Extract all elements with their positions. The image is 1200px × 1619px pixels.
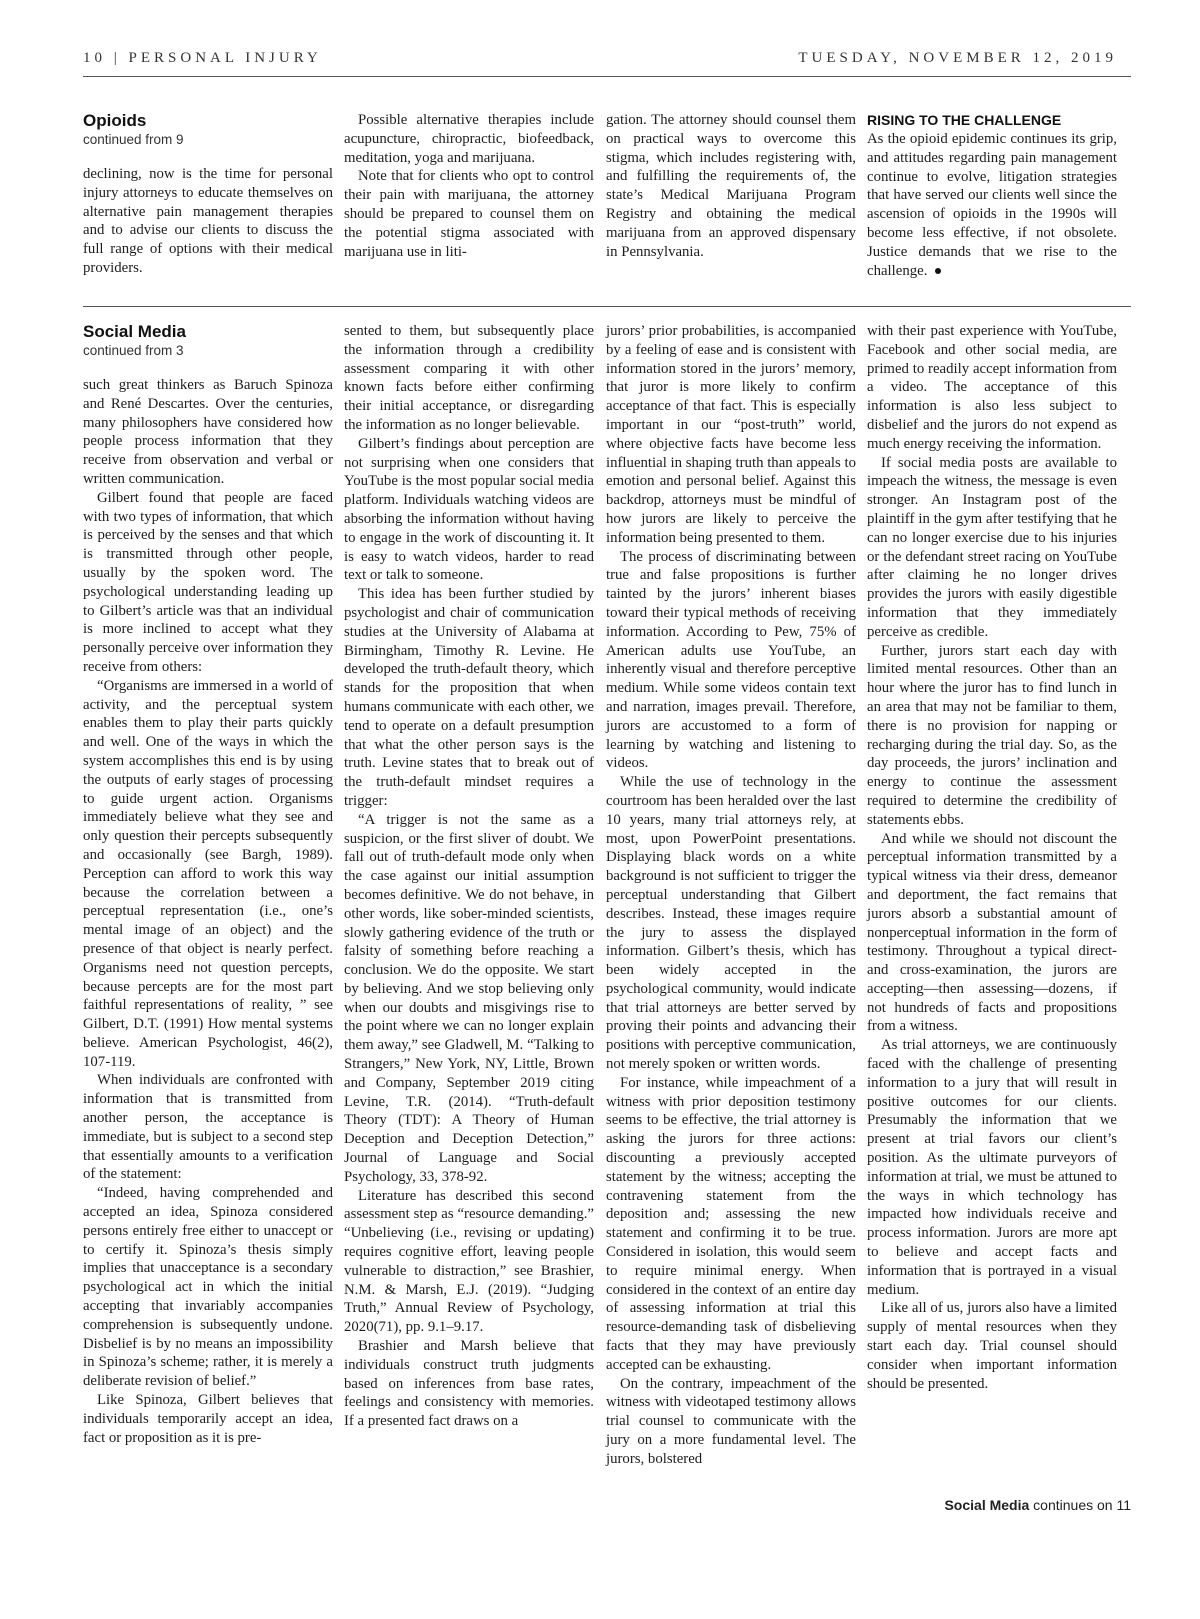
paragraph: with their past experience with YouTube, Facebook and other social media, are primed to readily accept information from a video. The acceptance of this information is also less subject to disbelief and the jurors do not expend as much energy receiving the information. — [867, 323, 1117, 452]
paragraph: Gilbert found that people are faced with two types of information, that which is perceived by the senses and that which is transmitted through other people, usually by the spoken word. The psychological understanding leading up to Gilbert’s article was that an individual is more inclined to accept what they personally perceive over information they receive from others: — [83, 489, 333, 675]
paragraph — [867, 130, 1117, 280]
paragraph: Possible alternative therapies include acupuncture, chiropractic, biofeedback, meditation, yoga and marijuana. — [344, 112, 594, 166]
social-column-1 — [83, 322, 333, 1447]
paragraph: gation. The attorney should counsel them on practical ways to overcome this stigma, which includes registering with, and fulfilling the requirements of, the state’s Medical Marijuana Program Registry and obtaining the medical marijuana from an approved dispensary in Pennsylvania. — [606, 112, 856, 260]
paragraph: While the use of technology in the courtroom has been heralded over the last 10 years, many trial attorneys rely, at most, upon PowerPoint presentations. Displaying black words on a white background is not sufficient to trigger the perceptual understanding that Gilbert describes. Instead, these images require the jury to assess the displayed information. Gilbert’s thesis, which has been widely accepted in the psychological community, would indicate that trial attorneys are better served by proving their points and advancing their positions with perceptive communication, not merely spoken or written words. — [606, 774, 856, 1073]
section-subhead: RISING TO THE CHALLENGE — [867, 112, 1062, 128]
paragraph: declining, now is the time for personal injury attorneys to educate themselves on alternative pain management therapies and to advise our clients to discuss the full range of options with their medical providers. — [83, 166, 333, 276]
paragraph: Further, jurors start each day with limited mental resources. Other than an hour where the juror has to find lunch in an area that may not be familiar to them, there is no provision for napping or recharging during the trial day. So, as the day proceeds, the jurors’ inclination and energy to continue the assessment required to determine the credibility of statements ebbs. — [867, 642, 1117, 828]
paragraph-text: As the opioid epidemic continues its grip, and attitudes regarding pain management continue to evolve, litigation strategies that have served our clients well since the ascension of opioids in the 1990s will become less effective, if not obsolete. Justice demands that we rise to the challenge. — [867, 131, 1117, 279]
jump-line-destination: continues on 11 — [1033, 1497, 1131, 1513]
social-column-4 — [867, 322, 1117, 1393]
paragraph: sented to them, but subsequently place the information through a credibility assessment comparing it with other known facts before either confirming their initial acceptance, or disregarding the information as no longer believable. — [344, 323, 594, 433]
opioids-column-2 — [344, 111, 594, 261]
opioids-continued-from: continued from 9 — [83, 132, 184, 147]
opioids-title: Opioids — [83, 111, 147, 130]
paragraph: such great thinkers as Baruch Spinoza and René Descartes. Over the centuries, many philosophers have considered how people process information that they receive from observation and verbal or written communication. — [83, 377, 333, 487]
paragraph: The process of discriminating between true and false propositions is further tainted by the jurors’ inherent biases toward their typical methods of receiving information. According to Pew, 75% of American adults use YouTube, an inherently visual and therefore perceptive medium. While some videos contain text and narration, images prevail. Therefore, jurors are accustomed to a form of learning by watching and listening to videos. — [606, 548, 856, 772]
paragraph: “A trigger is not the same as a suspicion, or the first sliver of doubt. We fall out of truth-default mode only when the case against our initial assumption becomes definitive. We do not behave, in other words, like sober-minded scientists, slowly gathering evidence of the truth or falsity of something before reaching a conclusion. We do the opposite. We start by believing. And we stop believing only when our doubts and misgivings rise to the point where we can no longer explain them away,” see Gladwell, M. “Talking to Strangers,” New York, NY, Little, Brown and Company, September 2019 citing Levine, T.R. (2014). “Truth-default Theory (TDT): A Theory of Human Deception and Deception Detection,” Journal of Language and Social Psychology, 33, 378-92. — [344, 811, 594, 1185]
running-head — [83, 50, 1117, 72]
opioids-column-4 — [867, 111, 1117, 280]
paragraph: Like Spinoza, Gilbert believes that individuals temporarily accept an idea, fact or proposition as it is pre- — [83, 1392, 333, 1446]
paragraph: On the contrary, impeachment of the witness with videotaped testimony allows trial counsel to communicate with the jury on a more fundamental level. The jurors, bolstered — [606, 1375, 856, 1467]
paragraph: jurors’ prior probabilities, is accompanied by a feeling of ease and is consistent with information stored in the jurors’ memory, that juror is more likely to confirm acceptance of that fact. This is especially important in our “post-truth” world, where objective facts have become less influential in shaping truth than appeals to emotion and personal belief. Against this backdrop, attorneys must be mindful of how jurors are likely to perceive the information being presented to them. — [606, 323, 856, 546]
paragraph: Note that for clients who opt to control their pain with marijuana, the attorney should be prepared to counsel them on the potential stigma associated with marijuana use in liti- — [344, 168, 594, 260]
paragraph: As trial attorneys, we are continuously faced with the challenge of presenting information to a jury that will result in positive outcomes for our clients. Presumably the information that we present at trial favors our client’s position. As the ultimate purveyors of information at trial, we must be attuned to the ways in which technology has impacted how individuals receive and process information. Jurors are more apt to believe and accept facts and information that is portrayed in a visual medium. — [867, 1037, 1117, 1298]
paragraph: Gilbert’s findings about perception are not surprising when one considers that YouTube is the most popular social media platform. Individuals watching videos are absorbing the information without having to engage in the work of discounting it. It is easy to watch videos, harder to read text or talk to someone. — [344, 435, 594, 584]
paragraph: If social media posts are available to impeach the witness, the message is even stronger. An Instagram post of the plaintiff in the gym after testifying that he can no longer exercise due to his injuries or the defendant street racing on YouTube after claiming he no longer drives provides the jurors with easily digestible information that they immediately perceive as credible. — [867, 454, 1117, 640]
section-divider-rule — [83, 306, 1131, 307]
jump-line — [944, 1497, 1131, 1513]
paragraph: For instance, while impeachment of a witness with prior deposition testimony seems to be effective, the trial attorney is asking the jurors for three actions: discounting a previously accepted statement by the witness; accepting the contravening statement from the deposition and; assessing the new statement and confirming it to be true. Considered in isolation, this would seem to require minimal energy. When considered in the context of an entire day of assessing information at trial this resource-demanding task of disbelieving facts that they may have previously accepted can be exhausting. — [606, 1074, 856, 1373]
paragraph: “Organisms are immersed in a world of activity, and the perceptual system enables them to play their parts quickly and well. One of the ways in which the system accomplishes this end is by using the outputs of early stages of processing to guide urgent action. Organisms immediately believe what they see and only question their percepts subsequently and occasionally (see Bargh, 1989). Perception can afford to work this way because the correlation between a perceptual representation (i.e., one’s mental image of an object) and the presence of that object is nearly perfect. Organisms need not question percepts, because percepts are for the most part faithful representations of reality, ” see Gilbert, D.T. (1991) How mental systems believe. American Psychologist, 46(2), 107-119. — [83, 677, 333, 1070]
section-folio: 10 | PERSONAL INJURY — [83, 50, 322, 66]
issue-date: TUESDAY, NOVEMBER 12, 2019 — [798, 50, 1117, 66]
paragraph: This idea has been further studied by psychologist and chair of communication studies at the University of Alabama at Birmingham, Timothy R. Levine. He developed the truth-default theory, which stands for the proposition that when humans communicate with each other, we tend to operate on a default presumption that what the other person says is the truth. Levine states that to break out of the truth-default mindset requires a trigger: — [344, 586, 594, 809]
paragraph: “Indeed, having comprehended and accepted an idea, Spinoza considered persons entirely free either to unaccept or to certify it. Spinoza’s thesis simply implies that unacceptance is a secondary psychological act in which the initial accepting that invariably accompanies comprehension is subsequently undone. Disbelief is by no means an impossibility in Spinoza’s scheme; rather, it is merely a deliberate revision of belief.” — [83, 1185, 333, 1390]
end-of-story-bullet-icon — [935, 268, 941, 274]
paragraph: Brashier and Marsh believe that individuals construct truth judgments based on inferences from base rates, feelings and consistency with memories. If a presented fact draws on a — [344, 1338, 594, 1430]
paragraph: And while we should not discount the perceptual information transmitted by a typical witness via their dress, demeanor and deportment, the fact remains that jurors absorb a substantial amount of nonperceptual information in the form of testimony. Throughout a typical direct- and cross-examination, the jurors are accepting—then assessing—dozens, if not hundreds of facts and propositions from a witness. — [867, 830, 1117, 1035]
social-media-continued-from: continued from 3 — [83, 343, 184, 358]
paragraph: Literature has described this second assessment step as “resource demanding.” “Unbelieving (i.e., revising or updating) requires cognitive effort, leaving people vulnerable to distraction,” see Brashier, N.M. & Marsh, E.J. (2019). “Judging Truth,” Annual Review of Psychology, 2020(71), pp. 9.1–9.17. — [344, 1187, 594, 1336]
paragraph: When individuals are confronted with information that is transmitted from another person, the acceptance is immediate, but is subject to a second step that essentially amounts to a verification of the statement: — [83, 1072, 333, 1183]
paragraph: Like all of us, jurors also have a limited supply of mental resources when they start each day. Trial counsel should consider when important information should be presented. — [867, 1300, 1117, 1392]
social-media-title: Social Media — [83, 322, 186, 341]
jump-line-story: Social Media — [944, 1497, 1030, 1513]
opioids-column-1 — [83, 111, 333, 278]
social-column-3 — [606, 322, 856, 1469]
header-rule — [83, 76, 1131, 77]
social-column-2 — [344, 322, 594, 1431]
opioids-column-3 — [606, 111, 856, 261]
